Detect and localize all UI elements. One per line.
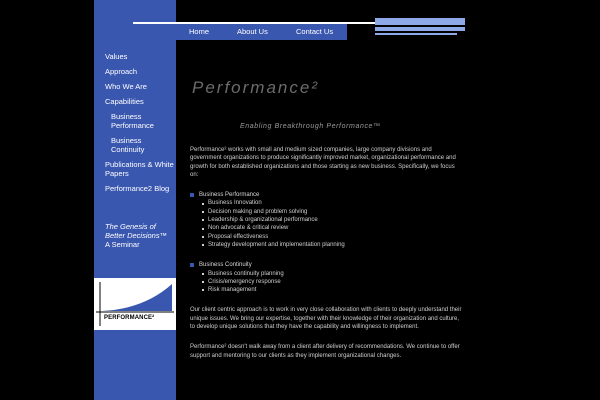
intro-paragraph: Performance² works with small and medium sized companies, large company divisions and government organizations to produce significantly improved market, organizational performance and growth for both established organizations and those starting as new business. Specifically, we focus on:: [190, 147, 456, 178]
logo-text: PERFORMANCE²: [104, 315, 155, 321]
square-bullet-icon: [202, 236, 204, 238]
square-bullet-icon: [202, 273, 204, 275]
sidebar-item-business-performance[interactable]: Business Performance: [111, 112, 154, 130]
square-bullet-icon: [202, 228, 204, 230]
seminar-title[interactable]: The Genesis of Better Decisions™: [105, 222, 168, 240]
section-list: [190, 199, 462, 249]
logo: [94, 278, 176, 330]
seminar-subtitle[interactable]: A Seminar: [105, 240, 140, 249]
sidebar-nav: [105, 52, 175, 199]
nav-contact-link[interactable]: Contact Us: [296, 27, 334, 36]
list-item: Proposal effectiveness: [202, 233, 462, 241]
top-nav-bar: [176, 24, 347, 40]
square-bullet-icon: [202, 289, 204, 291]
header-decoration-bar: [375, 27, 465, 31]
support-paragraph: Performance² doesn't walk away from a client after delivery of recommendations. We continue to offer support and mentoring to our clients as they implement organizational changes.: [190, 344, 460, 359]
square-bullet-icon: [202, 281, 204, 283]
sidebar-item-who-we-are[interactable]: Who We Are: [105, 82, 147, 91]
list-item: Strategy development and implementation planning: [202, 241, 462, 249]
sidebar-item-business-continuity[interactable]: Business Continuity: [111, 136, 145, 154]
sidebar-item-values[interactable]: Values: [105, 52, 128, 61]
list-item: Business Innovation: [202, 199, 462, 207]
section-title: Business Performance: [199, 192, 260, 199]
seminar-link[interactable]: [105, 222, 175, 249]
list-item: Business continuity planning: [202, 270, 462, 278]
square-bullet-icon: [190, 263, 194, 267]
sidebar-item-approach[interactable]: Approach: [105, 67, 138, 76]
list-item: Non advocate & critical review: [202, 224, 462, 232]
sidebar: [94, 0, 176, 400]
square-bullet-icon: [190, 193, 194, 197]
section-title: Business Continuity: [199, 262, 252, 269]
nav-about-link[interactable]: About Us: [237, 27, 268, 36]
square-bullet-icon: [202, 211, 204, 213]
sidebar-item-publications[interactable]: Publications & White Papers: [105, 160, 174, 178]
section-business-performance: [190, 191, 462, 249]
approach-paragraph: Our client centric approach is to work in very close collaboration with clients to deeply understand their unique issues. We bring our expertise, together with their knowledge of their organization and culture, to develop unique solutions that they have the capability and willingness to implement.: [190, 307, 462, 331]
brand-title: Performance²: [192, 78, 319, 97]
list-item: Risk management: [202, 286, 462, 294]
list-item: Leadership & organizational performance: [202, 216, 462, 224]
header-decoration-bar: [375, 33, 457, 35]
sidebar-item-capabilities[interactable]: Capabilities: [105, 97, 144, 106]
logo-curve-graphic: [94, 278, 176, 330]
tagline: Enabling Breakthrough Performance™: [240, 123, 381, 130]
square-bullet-icon: [202, 219, 204, 221]
section-list: [190, 270, 462, 295]
main-content: [190, 146, 462, 372]
nav-home-link[interactable]: Home: [189, 27, 210, 36]
section-business-continuity: [190, 261, 462, 294]
list-item: Decision making and problem solving: [202, 208, 462, 216]
list-item: Crisis/emergency response: [202, 278, 462, 286]
sidebar-item-blog[interactable]: Performance2 Blog: [105, 184, 170, 193]
square-bullet-icon: [202, 203, 204, 205]
header-decoration-bar: [375, 18, 465, 25]
square-bullet-icon: [202, 244, 204, 246]
